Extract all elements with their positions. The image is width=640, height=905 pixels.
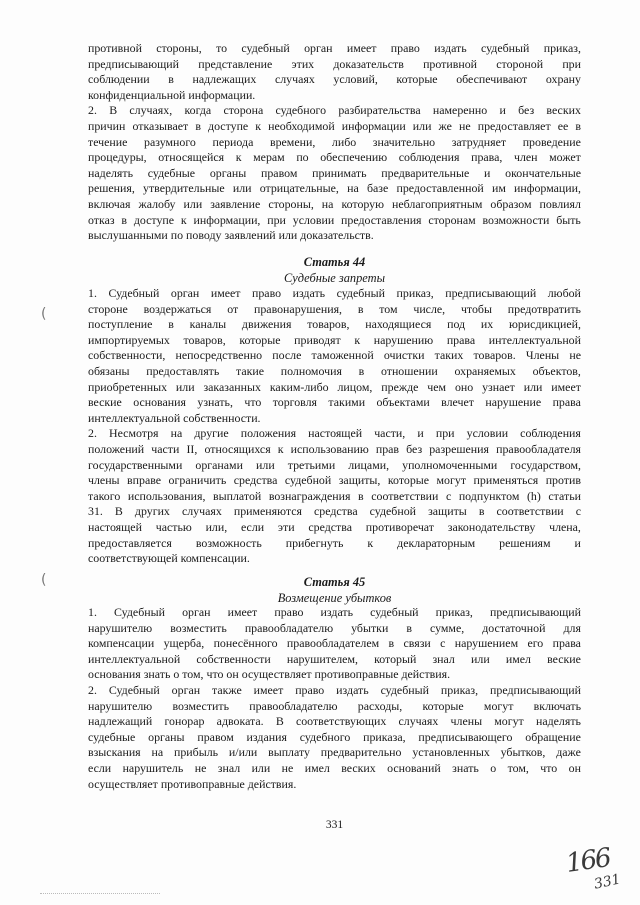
text-line: предписывающий представление этих доказательств противной стороной при (88, 56, 581, 71)
text-line: наделять судебные органы правом принимать предварительные и окончательные (88, 165, 581, 180)
page-number: 331 (325, 819, 344, 831)
article-45-subtitle: Возмещение убытков (277, 591, 392, 605)
text-line: веские основания узнать, что торговля такими объектами влечет нарушение права (88, 395, 581, 410)
text-line: основания знать о том, что он осуществляет противоправные действия. (88, 667, 451, 682)
text-line: течение разумного периода времени, либо значительно затрудняет проведение (88, 134, 581, 149)
margin-bracket-mark: ( (41, 306, 47, 322)
text-line: предоставляется возможность прибегнуть к деклараторным решениям и (88, 535, 581, 550)
text-line: соответствующей компенсации. (88, 551, 250, 566)
text-line: противной стороны, то судебный орган имеет право издать судебный приказ, (88, 41, 581, 55)
text-line: осуществляет противоправные действия. (88, 776, 297, 791)
text-line: интеллектуальной собственности. (88, 410, 261, 425)
text-line: интеллектуальной собственности нарушителем, который знал или имел веские (88, 651, 581, 666)
text-line: члены вправе ограничить средства судебной защиты, которые могут применяться против (88, 473, 581, 488)
article-44-text-block (88, 286, 581, 567)
article-45-text-block (88, 605, 581, 792)
text-line: отказ в доступе к информации, при условии предоставления сторонам возможности быть (88, 212, 581, 227)
text-line: импортируемых товаров, которые приводят к нарушению права интеллектуальной (88, 332, 581, 347)
text-line: процедуры, относящейся к мерам по обеспечению соблюдения права, член может (88, 150, 581, 165)
text-line: включая жалобу или заявление стороны, на которую неблагоприятным образом повлиял (88, 196, 581, 211)
text-line: положений части II, относящихся к использованию прав без разрешения правообладателя (88, 441, 581, 456)
text-line: если нарушитель не знал или не имел веских оснований знать о том, что он (88, 760, 581, 775)
intro-text-block (88, 41, 581, 244)
text-line: 2. Несмотря на другие положения настоящей части, и при условии соблюдения (88, 426, 581, 441)
text-line: 1. Судебный орган имеет право издать судебный приказ, предписывающий (88, 605, 581, 619)
text-line: собственности, непосредственно после таможенной очистки таких товаров. Члены не (88, 348, 581, 363)
text-line: взыскания на прибыль и/или выплату предварительно установленных убытков, даже (88, 745, 581, 760)
text-line: приобретенных или заказанных каким-либо лицом, прежде чем оно узнает или имеет (88, 379, 581, 394)
text-line: выслушанными по поводу заявлений или доказательств. (88, 228, 374, 243)
text-line: нарушителю возместить правообладателю убытки в сумме, достаточной для (88, 620, 581, 635)
text-line: поступление в каналы движения товаров, находящиеся под их юрисдикцией, (88, 317, 581, 332)
text-line: такого использования, выплатой вознаграждения в соответствии с подпунктом (h) статьи (88, 488, 581, 503)
text-line: стороне воздержаться от правонарушения, в том числе, чтобы предотвратить (88, 301, 581, 316)
text-line: 2. Судебный орган также имеет право издать судебный приказ, предписывающий (88, 682, 581, 697)
text-line: конфиденциальной информации. (88, 87, 256, 102)
text-line: судебные органы правом издания судебного приказа, предписывающего обращение (88, 729, 581, 744)
handwritten-sheet-number: 166 (564, 843, 612, 879)
margin-bracket-mark: ( (41, 572, 47, 588)
article-44-subtitle: Судебные запреты (284, 271, 385, 285)
text-line: причин отказывает в доступе к необходимой информации или же не предоставляет ее в (88, 118, 581, 133)
article-44-title: Статья 44 (303, 255, 366, 269)
text-line: 1. Судебный орган имеет право издать судебный приказ, предписывающий любой (88, 286, 581, 300)
text-line: соблюдении в надлежащих случаях условий, которые обеспечивают охрану (88, 72, 581, 87)
text-line: государственными органами или третьими лицами, уполномоченными государством, (88, 457, 581, 472)
text-line: надлежащий гонорар адвоката. В соответствующих случаях члены могут наделять (88, 714, 581, 729)
text-line: настоящей частью или, если эти средства противоречат законодательству члена, (88, 519, 581, 534)
text-line: компенсации ущерба, понесённого правообладателем в связи с нарушением его права (88, 636, 581, 651)
handwritten-page-number: 331 (592, 871, 623, 893)
text-line: 31. В других случаях применяются средства судебной защиты в соответствии с (88, 504, 581, 519)
article-45-title: Статья 45 (303, 575, 366, 589)
scan-artifact (40, 893, 160, 895)
text-line: решения, утвердительные или отрицательные, на базе предоставленной им информации, (88, 181, 581, 196)
text-line: обязаны предоставлять такие полномочия в отношении охраняемых объектов, (88, 363, 581, 378)
text-line: 2. В случаях, когда сторона судебного разбирательства намеренно и без веских (88, 103, 581, 118)
text-line: нарушителю возместить правообладателю расходы, которые могут включать (88, 698, 581, 713)
